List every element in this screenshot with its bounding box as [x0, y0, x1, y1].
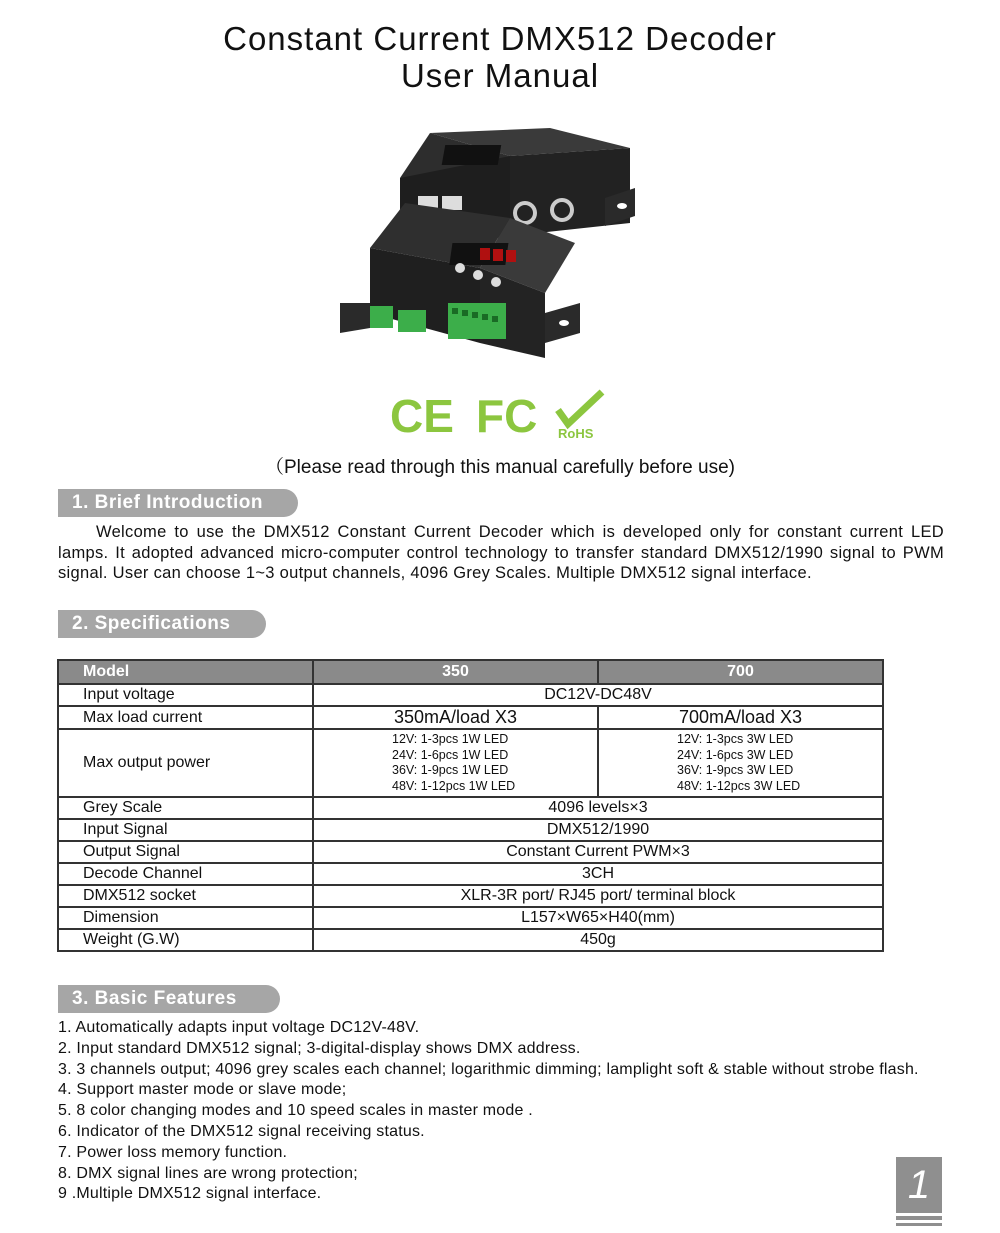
list-item: 3. 3 channels output; 4096 grey scales each channel; logarithmic dimming; lamplight soft & stable without strobe flash. [58, 1060, 919, 1078]
row-value-350 [313, 729, 598, 797]
introduction-text: Welcome to use the DMX512 Constant Current Decoder which is developed only for constant current LED lamps. It adopted advanced micro-computer control technology to transfer standard DMX512/1990 signal to PWM signal. User can choose 1~3 output channels, 4096 Grey Scales. Multiple DMX512 signal interface. [58, 523, 944, 582]
page-number-divider [896, 1216, 942, 1220]
row-value: Constant Current PWM×3 [313, 841, 883, 863]
row-value: DC12V-DC48V [313, 684, 883, 706]
row-value-700 [598, 729, 883, 797]
list-item: 9 .Multiple DMX512 signal interface. [58, 1185, 322, 1203]
row-value: DMX512/1990 [313, 819, 883, 841]
row-label: Input voltage [58, 684, 313, 706]
row-value: XLR-3R port/ RJ45 port/ terminal block [313, 885, 883, 907]
page-number: 1 [896, 1157, 942, 1213]
power-line: 24V: 1-6pcs 3W LED [677, 747, 794, 762]
header-350: 350 [313, 660, 598, 684]
table-row [58, 819, 883, 841]
list-item: 6. Indicator of the DMX512 signal receiving status. [58, 1122, 425, 1140]
list-item: 2. Input standard DMX512 signal; 3-digital-display shows DMX address. [58, 1039, 581, 1057]
row-label: Max load current [58, 706, 313, 729]
row-label: Input Signal [58, 819, 313, 841]
power-line: 36V: 1-9pcs 1W LED [392, 763, 509, 777]
row-label: Output Signal [58, 841, 313, 863]
list-item: 5. 8 color changing modes and 10 speed scales in master mode . [58, 1102, 533, 1120]
power-line: 24V: 1-6pcs 1W LED [392, 747, 509, 762]
table-row [58, 797, 883, 819]
table-row [58, 885, 883, 907]
certification-marks [390, 388, 620, 444]
header-700: 700 [598, 660, 883, 684]
features-list [58, 1018, 948, 1205]
power-line: 48V: 1-12pcs 1W LED [392, 778, 516, 793]
table-row [58, 706, 883, 729]
row-label: Decode Channel [58, 863, 313, 885]
header-model: Model [58, 660, 313, 684]
row-label: Dimension [58, 907, 313, 929]
power-line: 48V: 1-12pcs 3W LED [677, 778, 801, 793]
list-item: 1. Automatically adapts input voltage DC12V-48V. [58, 1019, 420, 1036]
rohs-check-icon [558, 392, 602, 424]
section-heading-specifications: 2. Specifications [58, 610, 266, 638]
list-item: 7. Power loss memory function. [58, 1143, 288, 1161]
read-manual-note: （Please read through this manual carefully before use) [265, 457, 735, 478]
document-title: Constant Current DMX512 Decoder [223, 20, 777, 57]
specifications-table [57, 659, 884, 952]
introduction-paragraph [58, 522, 944, 584]
row-value: 4096 levels×3 [313, 797, 883, 819]
document-subtitle: User Manual [400, 57, 600, 94]
row-value: 3CH [313, 863, 883, 885]
table-row [58, 929, 883, 951]
row-value-700: 700mA/load X3 [598, 706, 883, 729]
table-header-row [58, 660, 883, 684]
power-line: 12V: 1-3pcs 3W LED [677, 732, 794, 746]
page-number-divider [896, 1223, 942, 1226]
row-label: Max output power [58, 729, 313, 797]
table-row [58, 863, 883, 885]
power-line: 36V: 1-9pcs 3W LED [677, 763, 794, 777]
table-row [58, 729, 883, 797]
row-value: L157×W65×H40(mm) [313, 907, 883, 929]
row-value: 450g [313, 929, 883, 951]
section-heading-introduction: 1. Brief Introduction [58, 489, 298, 517]
row-label: Grey Scale [58, 797, 313, 819]
section-heading-features: 3. Basic Features [58, 985, 280, 1013]
fcc-mark: FC [476, 390, 538, 442]
table-row [58, 907, 883, 929]
table-row [58, 841, 883, 863]
ce-mark: CE [390, 390, 454, 442]
row-label: Weight (G.W) [58, 929, 313, 951]
row-value-350: 350mA/load X3 [313, 706, 598, 729]
product-photo [330, 118, 670, 388]
rohs-mark: RoHS [558, 426, 594, 441]
list-item: 8. DMX signal lines are wrong protection; [58, 1164, 358, 1182]
power-line: 12V: 1-3pcs 1W LED [392, 732, 509, 746]
list-item: 4. Support master mode or slave mode; [58, 1081, 347, 1099]
table-row [58, 684, 883, 706]
row-label: DMX512 socket [58, 885, 313, 907]
